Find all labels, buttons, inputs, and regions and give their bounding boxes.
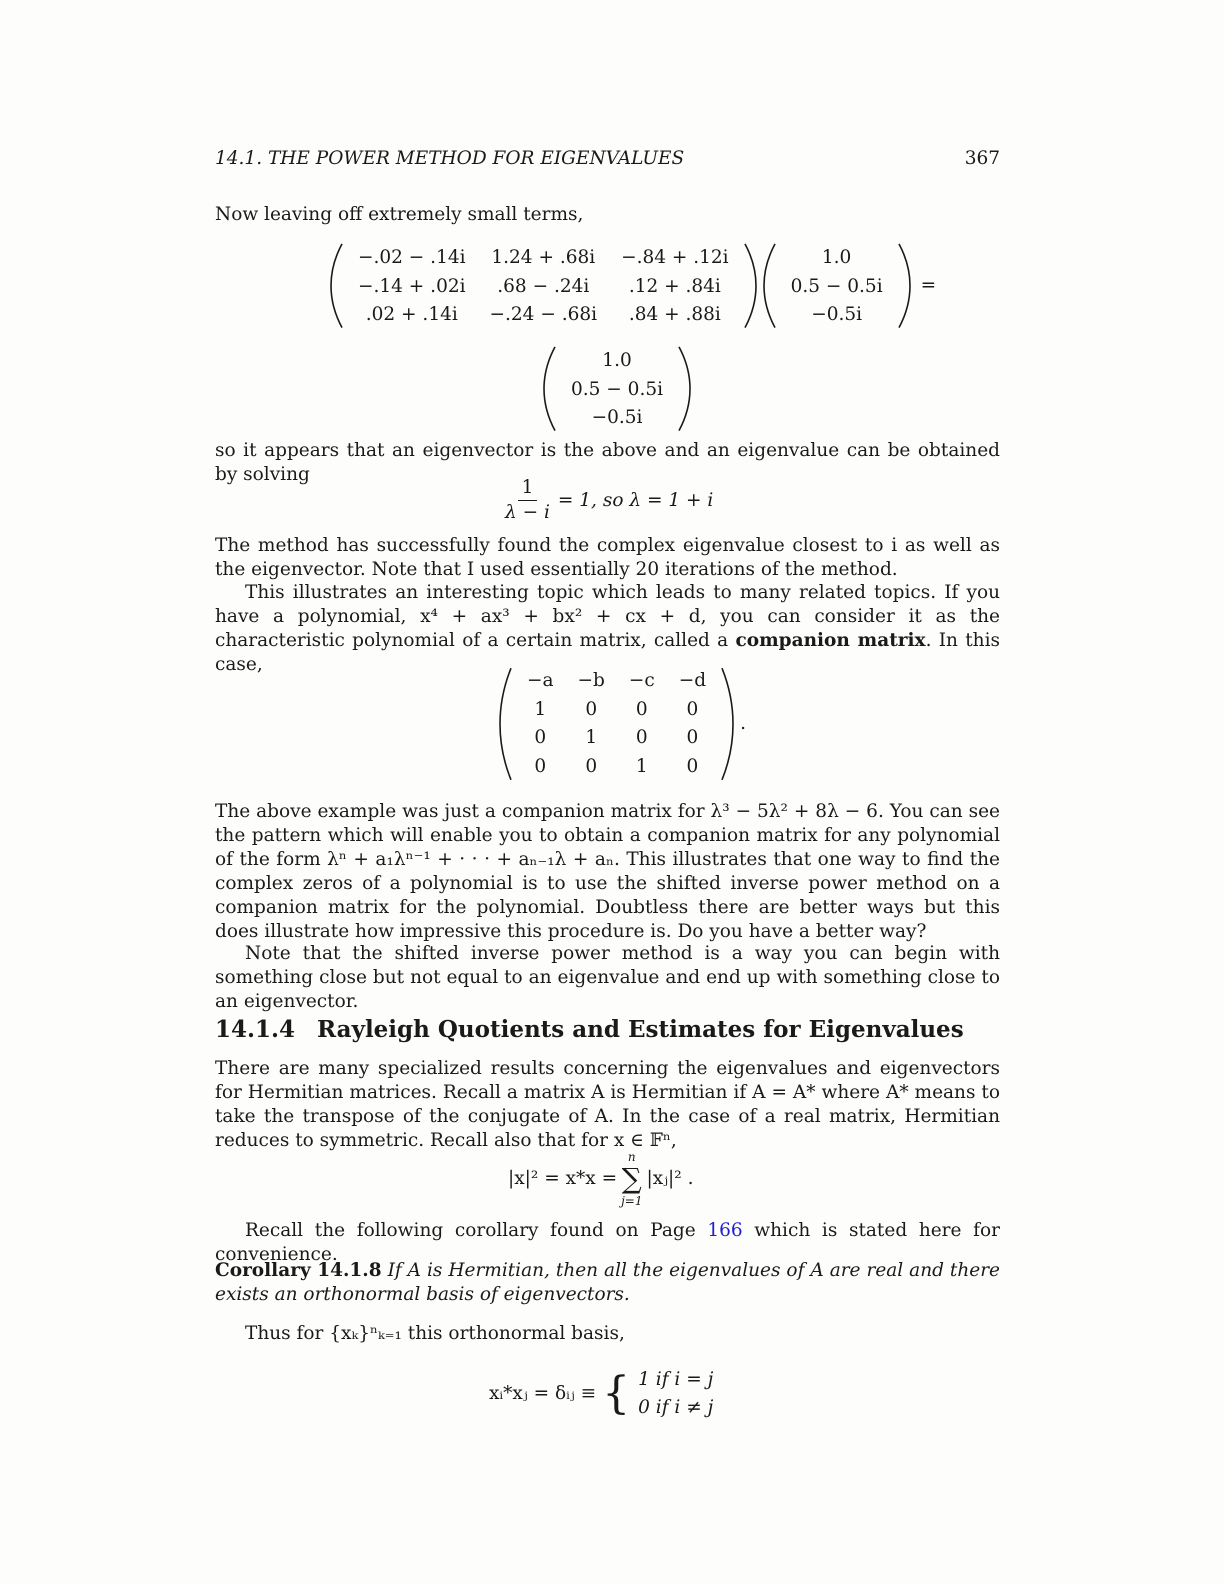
- companion-entry-row: [515, 667, 718, 696]
- sum-term: |xⱼ|² .: [646, 1168, 694, 1189]
- norm-lhs: |x|² = x*x =: [508, 1168, 618, 1189]
- companion-matrix-wrap: [499, 665, 746, 782]
- corollary-label: Corollary 14.1.8: [215, 1260, 382, 1281]
- cases: [638, 1366, 713, 1422]
- left-parenthesis: [499, 667, 513, 781]
- vector-multiplier: [763, 243, 911, 329]
- paragraph-method-result: The method has successfully found the complex eigenvalue closest to i as well as the eigenvector. Note that I used essentially 20 iterations of the method.: [215, 535, 1000, 580]
- corollary-text: If A is Hermitian, then all the eigenvalues of A are real and there exists an orthonormal basis of eigenvectors.: [215, 1260, 1001, 1305]
- complex-matrix: [330, 243, 757, 329]
- companion-entry-cell: 1: [534, 698, 547, 720]
- sum-upper: n: [627, 1150, 636, 1164]
- result-entry-row: [559, 403, 675, 432]
- matrix-product-equation: [330, 242, 936, 330]
- sum-lower: j=1: [621, 1194, 643, 1208]
- companion-entry-cell: 0: [585, 755, 598, 777]
- summation: [621, 1150, 642, 1208]
- page-number: 367: [964, 148, 1000, 169]
- companion-entry-cell: 0: [686, 727, 699, 749]
- matrix-entry-row: [346, 243, 741, 272]
- result-entry-cell: 0.5 − 0.5i: [571, 378, 664, 400]
- right-parenthesis: [897, 243, 911, 329]
- matrix-entry-cell: .02 + .14i: [365, 304, 458, 325]
- left-parenthesis: [330, 243, 344, 329]
- kronecker-equation: [489, 1366, 713, 1422]
- fraction-numerator: 1: [518, 476, 538, 501]
- paragraph-hermitian: There are many specialized results concerning the eigenvalues and eigenvectors for Hermitian matrices. Recall a matrix A is Hermitian if A = A* where A* means to take the transpose of the conjugate of A. In the case of a real matrix, Hermitian reduces to symmetric. Recall also that for x ∈ 𝔽ⁿ,: [215, 1058, 1000, 1151]
- companion-entry-cell: −d: [678, 670, 707, 692]
- companion-entry-cell: −a: [527, 670, 554, 692]
- companion-entry-cell: 0: [635, 727, 648, 749]
- paragraph-orthonormal: Thus for {xₖ}ⁿₖ₌₁ this orthonormal basis,: [245, 1323, 625, 1344]
- matrix-entry-cell: −.02 − .14i: [358, 247, 466, 268]
- eigenvalue-equation: [505, 476, 713, 525]
- left-brace: {: [602, 1368, 631, 1419]
- text-span: . In this case,: [215, 630, 1001, 675]
- running-header: [215, 148, 1000, 169]
- section-number: 14.1.4: [215, 1016, 296, 1043]
- sum-symbol: ∑: [621, 1162, 642, 1195]
- norm-equation: [508, 1150, 693, 1208]
- fraction: [505, 476, 550, 525]
- matrix-entry-cell: 1.24 + .68i: [491, 247, 596, 268]
- matrix-entry-cell: −.14 + .02i: [358, 275, 466, 297]
- kronecker-lhs: xᵢ*xⱼ = δᵢⱼ ≡: [489, 1383, 597, 1404]
- right-parenthesis: [677, 346, 691, 432]
- right-parenthesis: [720, 667, 734, 781]
- vector-entry-row: [779, 243, 895, 272]
- vector-entry-cell: −0.5i: [811, 304, 863, 325]
- result-entry-cell: −0.5i: [591, 407, 643, 428]
- vector-entry-row: [779, 300, 895, 329]
- companion-entry-cell: −b: [577, 670, 605, 692]
- case-one: 1 if i = j: [638, 1369, 714, 1390]
- matrix-entry-row: [346, 272, 741, 301]
- corollary-block: [215, 1259, 1000, 1307]
- companion-entry-cell: 0: [534, 755, 547, 777]
- left-parenthesis: [543, 346, 557, 432]
- companion-entry-cell: 1: [585, 727, 598, 749]
- fraction-denominator: λ − i: [505, 502, 550, 523]
- vector-entry-cell: 0.5 − 0.5i: [790, 275, 883, 297]
- text-span: which is stated here for convenience.: [215, 1220, 1000, 1265]
- companion-entry-cell: 0: [686, 755, 699, 777]
- companion-entry-cell: −c: [628, 670, 655, 692]
- paragraph-shifted-inverse: Note that the shifted inverse power method is a way you can begin with something close but not equal to an eigenvalue and end up with something close to an eigenvector.: [215, 943, 1000, 1012]
- companion-entry-cell: 0: [534, 727, 547, 749]
- companion-entry-row: [515, 724, 718, 753]
- text-span: This illustrates an interesting topic which leads to many related topics. If you have a polynomial, x⁴ + ax³ + bx² + cx + d, you can consider it as the characteristic polynomial of a certain matrix, called a: [215, 582, 1000, 651]
- vector-entry-cell: 1.0: [821, 247, 852, 268]
- paragraph-companion-example: The above example was just a companion matrix for λ³ − 5λ² + 8λ − 6. You can see the pattern which will enable you to obtain a companion matrix for any polynomial of the form λⁿ + a₁λⁿ⁻¹ + · · · + aₙ₋₁λ + aₙ. This illustrates that one way to find the complex zeros of a polynomial is to use the shifted inverse power method on a companion matrix for the polynomial. Doubtless there are better ways but this does illustrate how impressive this procedure is. Do you have a better way?: [215, 801, 1000, 942]
- right-parenthesis: [743, 243, 757, 329]
- paragraph-eigenvector: so it appears that an eigenvector is the above and an eigenvalue can be obtained by solving: [215, 440, 1000, 485]
- result-entry-cell: 1.0: [602, 350, 632, 371]
- companion-entry-cell: 1: [635, 755, 648, 777]
- paragraph-companion-intro: [215, 581, 1000, 677]
- paragraph-intro: Now leaving off extremely small terms,: [215, 204, 584, 225]
- page-link[interactable]: 166: [707, 1220, 743, 1241]
- companion-entry-row: [515, 752, 718, 781]
- companion-matrix: [499, 667, 734, 781]
- companion-entry-cell: 0: [686, 698, 699, 720]
- result-entry-row: [559, 375, 675, 404]
- companion-entry-row: [515, 695, 718, 724]
- matrix-entry-cell: .84 + .88i: [628, 304, 721, 325]
- case-two: 0 if i ≠ j: [638, 1397, 714, 1418]
- left-parenthesis: [763, 243, 777, 329]
- matrix-entry-cell: .68 − .24i: [497, 275, 590, 297]
- equation-rest: = 1, so λ = 1 + i: [557, 489, 714, 511]
- matrix-entry-cell: −.24 − .68i: [489, 304, 598, 325]
- matrix-entry-cell: −.84 + .12i: [621, 247, 729, 268]
- text-span: Recall the following corollary found on Page: [245, 1220, 708, 1241]
- equals-sign: =: [920, 275, 937, 296]
- result-vector: [543, 346, 691, 432]
- result-vector-wrap: [543, 345, 691, 433]
- trailing-period: .: [740, 712, 746, 734]
- header-section-title: 14.1. THE POWER METHOD FOR EIGENVALUES: [215, 148, 685, 169]
- result-entry-row: [559, 346, 675, 375]
- section-title: Rayleigh Quotients and Estimates for Eigenvalues: [317, 1016, 964, 1043]
- matrix-entry-row: [346, 300, 741, 329]
- matrix-entry-cell: .12 + .84i: [628, 275, 721, 297]
- companion-matrix-term: companion matrix: [735, 630, 926, 651]
- companion-entry-cell: 0: [585, 698, 598, 720]
- section-heading: [215, 1016, 964, 1043]
- vector-entry-row: [779, 272, 895, 301]
- companion-entry-cell: 0: [635, 698, 648, 720]
